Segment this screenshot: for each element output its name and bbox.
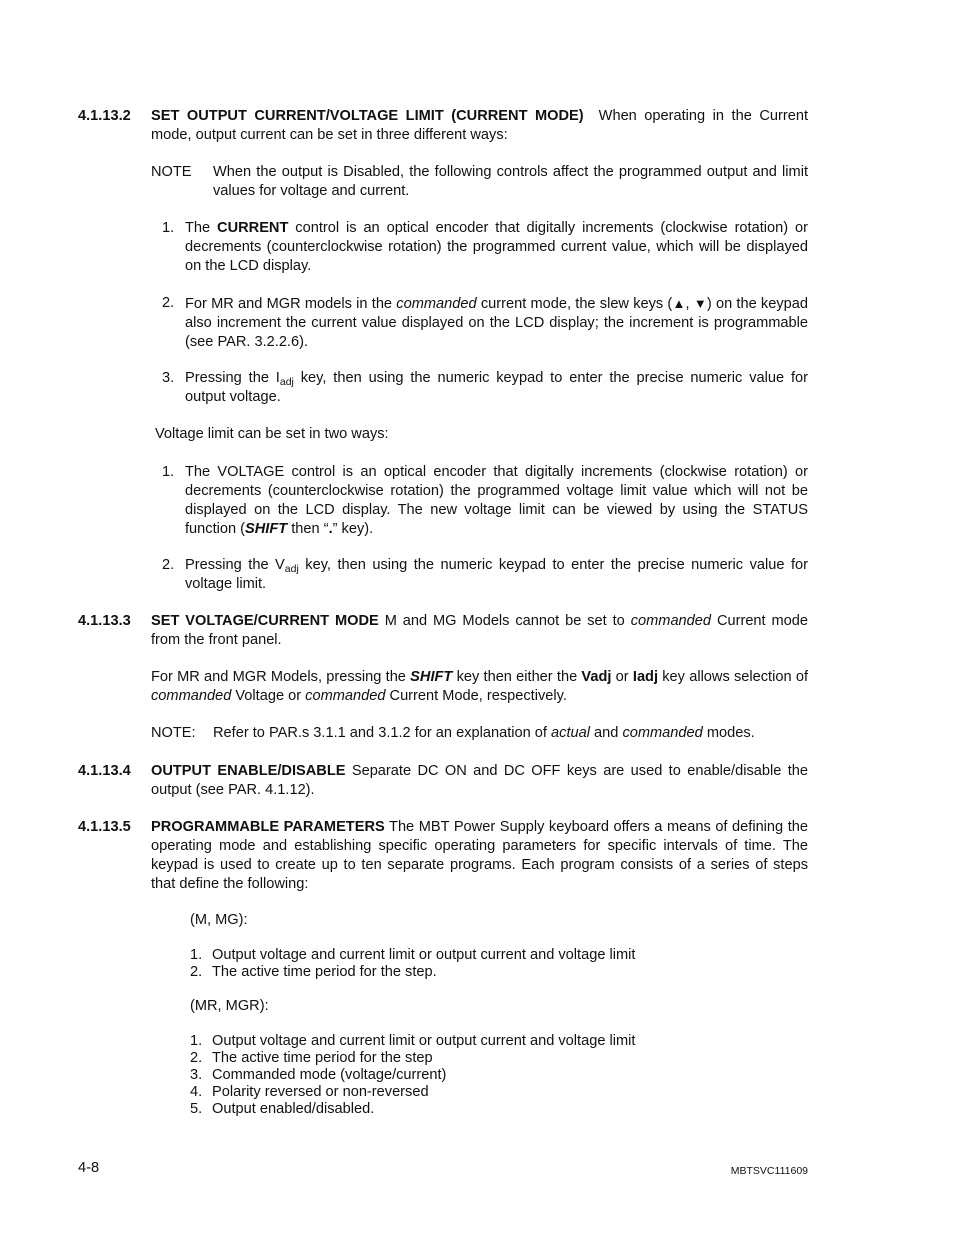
note-modes [151,724,808,743]
document-id: MBTSVC111609 [730,1165,808,1177]
note-label: NOTE: [151,725,196,741]
section-number: 4.1.13.3 [78,613,131,629]
list-item [162,294,808,352]
item-text: The VOLTAGE control is an optical encoder that digitally increments (clockwise rotation) or decrements (counterclockwise rotation) the programmed voltage limit value which will not be displayed on the LCD display. The new voltage limit can be viewed by using the STATUS function (SHIFT then “.” key). [185,464,808,537]
note-disabled [151,163,808,201]
section-title: SET VOLTAGE/CURRENT MODE [151,613,379,629]
section-number: 4.1.13.2 [78,108,131,124]
list-item: 4. Polarity reversed or non-reversed [190,1084,429,1100]
item-text: Pressing the $I_{adj}$ key, then using the numeric keypad to enter the precise numeric value for output voltage. [185,370,808,405]
section-body: SET VOLTAGE/CURRENT MODE M and MG Models cannot be set to commanded Current mode from the front panel. [151,613,809,648]
list-item: 2. The active time period for the step. [190,964,437,980]
mr-models-list [190,1033,690,1118]
mode-paragraph: For MR and MGR Models, pressing the SHIFT key then either the Vadj or Iadj key allows selection of commanded Voltage or commanded Current Mode, respectively. [151,669,808,704]
list-item: 2. The active time period for the step [190,1050,433,1066]
list-item: 5. Output enabled/disabled. [190,1101,375,1117]
section-text: The MBT Power Supply keyboard offers a means of defining the operating mode and establishing specific operating parameters for specific intervals of time. The keypad is used to create up to ten separate programs. Each program consists of a series of steps that define the following: [151,819,808,892]
slew-down-icon: ▼ [693,296,707,311]
section-text: When operating in the Current mode, output current can be set in three different ways: [151,108,809,143]
list-item [162,219,808,276]
note-text: Refer to PAR.s 3.1.1 and 3.1.2 for an explanation of actual and commanded modes. [213,725,755,741]
item-text: For MR and MGR models in the commanded current mode, the slew keys (▲, ▼) on the keypad also increment the current value displayed on the LCD display; the increment is programmable (see PAR. 3.2.2.6). [185,296,808,350]
list-item [162,556,808,594]
item-number: 3. [162,370,175,386]
voltage-intro: Voltage limit can be set in two ways: [155,426,389,442]
item-number: 2. [162,557,175,573]
section-number: 4.1.13.5 [78,819,131,835]
note-label: NOTE [151,164,192,180]
item-text: Pressing the $V_{adj}$ key, then using the numeric keypad to enter the precise numeric value for voltage limit. [185,557,808,592]
section-body [151,762,808,800]
item-number: 1. [162,464,175,480]
list-item [162,463,808,539]
section-text: Separate DC ON and DC OFF keys are used to enable/disable the output (see PAR. 4.1.12). [151,763,808,798]
section-body [151,818,808,894]
item-text: The CURRENT control is an optical encoder that digitally increments (clockwise rotation) or decrements (counterclockwise rotation) the programmed current value, which will be displayed on the LCD display. [185,220,808,274]
item-number: 2. [162,295,175,311]
list-item: 3. Commanded mode (voltage/current) [190,1067,447,1083]
section-title: OUTPUT ENABLE/DISABLE [151,763,346,779]
m-models-label: (M, MG): [190,912,248,928]
page-number: 4-8 [78,1160,100,1176]
section-title: PROGRAMMABLE PARAMETERS [151,819,385,835]
note-text: When the output is Disabled, the following controls affect the programmed output and limit values for voltage and current. [213,164,808,199]
mr-models-label: (MR, MGR): [190,998,269,1014]
section-body [151,107,808,145]
section-title: SET OUTPUT CURRENT/VOLTAGE LIMIT (CURRENT MODE) [151,108,584,124]
section-number: 4.1.13.4 [78,763,131,779]
list-item: 1. Output voltage and current limit or output current and voltage limit [190,947,636,963]
m-models-list [190,947,690,981]
item-number: 1. [162,220,175,236]
slew-up-icon: ▲ [672,296,686,311]
list-item: 1. Output voltage and current limit or output current and voltage limit [190,1033,636,1049]
list-item [162,369,808,407]
